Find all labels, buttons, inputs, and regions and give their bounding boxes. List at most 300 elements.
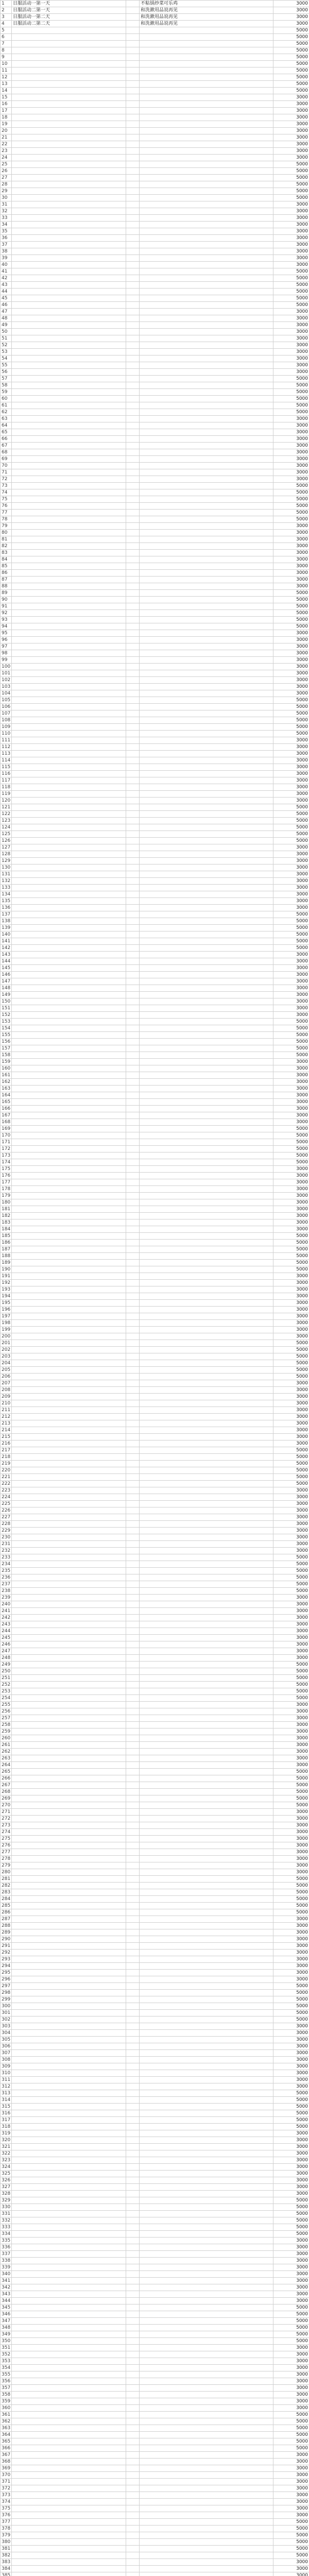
value-cell[interactable]: 3000 bbox=[273, 2171, 309, 2177]
row-number-cell[interactable]: 310 bbox=[1, 2070, 12, 2077]
name-cell[interactable] bbox=[12, 222, 126, 228]
name-cell[interactable] bbox=[12, 349, 126, 355]
row-number-cell[interactable]: 27 bbox=[1, 175, 12, 181]
name-cell[interactable] bbox=[12, 2284, 126, 2291]
value-cell[interactable]: 5000 bbox=[273, 81, 309, 88]
value-cell[interactable]: 3000 bbox=[273, 2492, 309, 2499]
row-number-cell[interactable]: 224 bbox=[1, 1494, 12, 1501]
empty-cell[interactable] bbox=[126, 2284, 140, 2291]
value-cell[interactable]: 5000 bbox=[273, 2010, 309, 2016]
row-number-cell[interactable]: 77 bbox=[1, 510, 12, 516]
empty-cell[interactable] bbox=[126, 865, 140, 871]
value-cell[interactable]: 5000 bbox=[273, 516, 309, 523]
row-number-cell[interactable]: 40 bbox=[1, 262, 12, 268]
empty-cell[interactable] bbox=[126, 1909, 140, 1916]
name-cell[interactable] bbox=[12, 1695, 126, 1702]
row-number-cell[interactable]: 246 bbox=[1, 1641, 12, 1648]
name-cell[interactable] bbox=[12, 2251, 126, 2258]
value-cell[interactable]: 3000 bbox=[273, 101, 309, 108]
empty-cell[interactable] bbox=[126, 2003, 140, 2010]
value-cell[interactable]: 5000 bbox=[273, 2304, 309, 2311]
empty-cell[interactable] bbox=[126, 818, 140, 824]
empty-cell[interactable] bbox=[126, 898, 140, 905]
name-cell[interactable] bbox=[12, 1420, 126, 1427]
empty-cell[interactable] bbox=[126, 2278, 140, 2284]
row-number-cell[interactable]: 184 bbox=[1, 1226, 12, 1233]
row-number-cell[interactable]: 210 bbox=[1, 1400, 12, 1407]
row-number-cell[interactable]: 252 bbox=[1, 1682, 12, 1688]
description-cell[interactable] bbox=[140, 1822, 273, 1829]
empty-cell[interactable] bbox=[126, 811, 140, 818]
value-cell[interactable]: 3000 bbox=[273, 21, 309, 27]
row-number-cell[interactable]: 121 bbox=[1, 804, 12, 811]
row-number-cell[interactable]: 233 bbox=[1, 1554, 12, 1561]
name-cell[interactable] bbox=[12, 764, 126, 771]
empty-cell[interactable] bbox=[126, 2150, 140, 2157]
value-cell[interactable]: 5000 bbox=[273, 2003, 309, 2010]
row-number-cell[interactable]: 30 bbox=[1, 195, 12, 201]
row-number-cell[interactable]: 238 bbox=[1, 1588, 12, 1595]
value-cell[interactable]: 5000 bbox=[273, 610, 309, 617]
value-cell[interactable]: 3000 bbox=[273, 1742, 309, 1749]
empty-cell[interactable] bbox=[126, 2191, 140, 2197]
description-cell[interactable] bbox=[140, 1360, 273, 1367]
name-cell[interactable] bbox=[12, 2459, 126, 2465]
empty-cell[interactable] bbox=[126, 1474, 140, 1481]
name-cell[interactable] bbox=[12, 617, 126, 623]
description-cell[interactable]: 和洗漱用品说再见 bbox=[140, 21, 273, 27]
empty-cell[interactable] bbox=[126, 2117, 140, 2124]
description-cell[interactable] bbox=[140, 2258, 273, 2264]
empty-cell[interactable] bbox=[126, 831, 140, 838]
value-cell[interactable]: 3000 bbox=[273, 677, 309, 684]
description-cell[interactable] bbox=[140, 2144, 273, 2150]
empty-cell[interactable] bbox=[126, 2499, 140, 2505]
description-cell[interactable] bbox=[140, 2191, 273, 2197]
row-number-cell[interactable]: 65 bbox=[1, 429, 12, 436]
name-cell[interactable] bbox=[12, 2325, 126, 2331]
description-cell[interactable] bbox=[140, 1072, 273, 1079]
row-number-cell[interactable]: 294 bbox=[1, 1963, 12, 1970]
description-cell[interactable] bbox=[140, 155, 273, 161]
empty-cell[interactable] bbox=[126, 416, 140, 422]
name-cell[interactable] bbox=[12, 1943, 126, 1950]
description-cell[interactable] bbox=[140, 784, 273, 791]
row-number-cell[interactable]: 204 bbox=[1, 1360, 12, 1367]
value-cell[interactable]: 3000 bbox=[273, 1755, 309, 1762]
value-cell[interactable]: 3000 bbox=[273, 2405, 309, 2412]
name-cell[interactable] bbox=[12, 751, 126, 757]
name-cell[interactable] bbox=[12, 101, 126, 108]
empty-cell[interactable] bbox=[126, 1266, 140, 1273]
empty-cell[interactable] bbox=[126, 2365, 140, 2371]
description-cell[interactable] bbox=[140, 824, 273, 831]
name-cell[interactable] bbox=[12, 510, 126, 516]
value-cell[interactable]: 5000 bbox=[273, 1126, 309, 1132]
empty-cell[interactable] bbox=[126, 751, 140, 757]
name-cell[interactable] bbox=[12, 798, 126, 804]
empty-cell[interactable] bbox=[126, 2512, 140, 2519]
value-cell[interactable]: 5000 bbox=[273, 396, 309, 402]
description-cell[interactable] bbox=[140, 2412, 273, 2418]
row-number-cell[interactable]: 14 bbox=[1, 88, 12, 94]
name-cell[interactable] bbox=[12, 838, 126, 844]
name-cell[interactable] bbox=[12, 262, 126, 268]
value-cell[interactable]: 3000 bbox=[273, 1869, 309, 1876]
value-cell[interactable]: 3000 bbox=[273, 643, 309, 650]
name-cell[interactable] bbox=[12, 1300, 126, 1307]
value-cell[interactable]: 3000 bbox=[273, 2358, 309, 2365]
name-cell[interactable] bbox=[12, 1990, 126, 1996]
row-number-cell[interactable]: 47 bbox=[1, 309, 12, 315]
name-cell[interactable] bbox=[12, 1320, 126, 1327]
empty-cell[interactable] bbox=[126, 1715, 140, 1722]
empty-cell[interactable] bbox=[126, 1621, 140, 1628]
description-cell[interactable] bbox=[140, 443, 273, 449]
empty-cell[interactable] bbox=[126, 2559, 140, 2566]
description-cell[interactable] bbox=[140, 1119, 273, 1126]
name-cell[interactable] bbox=[12, 1568, 126, 1574]
row-number-cell[interactable]: 262 bbox=[1, 1749, 12, 1755]
name-cell[interactable] bbox=[12, 1688, 126, 1695]
value-cell[interactable]: 5000 bbox=[273, 1032, 309, 1039]
row-number-cell[interactable]: 111 bbox=[1, 737, 12, 744]
empty-cell[interactable] bbox=[126, 1728, 140, 1735]
description-cell[interactable] bbox=[140, 1923, 273, 1929]
name-cell[interactable] bbox=[12, 925, 126, 931]
empty-cell[interactable] bbox=[126, 74, 140, 81]
value-cell[interactable]: 5000 bbox=[273, 1883, 309, 1889]
row-number-cell[interactable]: 280 bbox=[1, 1869, 12, 1876]
description-cell[interactable] bbox=[140, 2492, 273, 2499]
description-cell[interactable] bbox=[140, 41, 273, 47]
row-number-cell[interactable]: 370 bbox=[1, 2472, 12, 2479]
value-cell[interactable]: 5000 bbox=[273, 1340, 309, 1347]
name-cell[interactable] bbox=[12, 1662, 126, 1668]
description-cell[interactable] bbox=[140, 2010, 273, 2016]
empty-cell[interactable] bbox=[126, 610, 140, 617]
row-number-cell[interactable]: 333 bbox=[1, 2224, 12, 2231]
name-cell[interactable] bbox=[12, 610, 126, 617]
value-cell[interactable]: 3000 bbox=[273, 536, 309, 543]
value-cell[interactable]: 3000 bbox=[273, 1119, 309, 1126]
empty-cell[interactable] bbox=[126, 2338, 140, 2345]
value-cell[interactable]: 5000 bbox=[273, 697, 309, 704]
description-cell[interactable] bbox=[140, 1608, 273, 1615]
name-cell[interactable] bbox=[12, 952, 126, 958]
description-cell[interactable] bbox=[140, 1079, 273, 1086]
name-cell[interactable] bbox=[12, 402, 126, 409]
row-number-cell[interactable]: 199 bbox=[1, 1327, 12, 1333]
value-cell[interactable]: 3000 bbox=[273, 1206, 309, 1213]
description-cell[interactable] bbox=[140, 81, 273, 88]
empty-cell[interactable] bbox=[126, 2057, 140, 2063]
description-cell[interactable] bbox=[140, 650, 273, 657]
description-cell[interactable] bbox=[140, 1615, 273, 1621]
value-cell[interactable]: 3000 bbox=[273, 2258, 309, 2264]
description-cell[interactable] bbox=[140, 1159, 273, 1166]
empty-cell[interactable] bbox=[126, 1702, 140, 1708]
empty-cell[interactable] bbox=[126, 1273, 140, 1280]
value-cell[interactable]: 5000 bbox=[273, 1903, 309, 1909]
row-number-cell[interactable]: 161 bbox=[1, 1072, 12, 1079]
empty-cell[interactable] bbox=[126, 1883, 140, 1889]
name-cell[interactable] bbox=[12, 1226, 126, 1233]
value-cell[interactable]: 3000 bbox=[273, 764, 309, 771]
value-cell[interactable]: 5000 bbox=[273, 1588, 309, 1595]
empty-cell[interactable] bbox=[126, 1199, 140, 1206]
description-cell[interactable] bbox=[140, 1153, 273, 1159]
empty-cell[interactable] bbox=[126, 1628, 140, 1635]
row-number-cell[interactable]: 250 bbox=[1, 1668, 12, 1675]
value-cell[interactable]: 5000 bbox=[273, 2526, 309, 2532]
row-number-cell[interactable]: 26 bbox=[1, 168, 12, 175]
description-cell[interactable] bbox=[140, 851, 273, 858]
row-number-cell[interactable]: 319 bbox=[1, 2130, 12, 2137]
description-cell[interactable] bbox=[140, 302, 273, 309]
row-number-cell[interactable]: 96 bbox=[1, 637, 12, 643]
description-cell[interactable] bbox=[140, 1347, 273, 1353]
name-cell[interactable] bbox=[12, 61, 126, 67]
name-cell[interactable] bbox=[12, 2304, 126, 2311]
empty-cell[interactable] bbox=[126, 1762, 140, 1769]
row-number-cell[interactable]: 257 bbox=[1, 1715, 12, 1722]
row-number-cell[interactable]: 8 bbox=[1, 47, 12, 54]
description-cell[interactable] bbox=[140, 47, 273, 54]
empty-cell[interactable] bbox=[126, 1387, 140, 1394]
value-cell[interactable]: 5000 bbox=[273, 188, 309, 195]
description-cell[interactable] bbox=[140, 2479, 273, 2485]
empty-cell[interactable] bbox=[126, 436, 140, 443]
name-cell[interactable] bbox=[12, 945, 126, 952]
empty-cell[interactable] bbox=[126, 1360, 140, 1367]
description-cell[interactable] bbox=[140, 771, 273, 777]
name-cell[interactable] bbox=[12, 985, 126, 992]
description-cell[interactable] bbox=[140, 791, 273, 798]
row-number-cell[interactable]: 63 bbox=[1, 416, 12, 422]
row-number-cell[interactable]: 383 bbox=[1, 2559, 12, 2566]
empty-cell[interactable] bbox=[126, 2137, 140, 2144]
empty-cell[interactable] bbox=[126, 1581, 140, 1588]
name-cell[interactable] bbox=[12, 1682, 126, 1688]
name-cell[interactable] bbox=[12, 2097, 126, 2104]
value-cell[interactable]: 3000 bbox=[273, 630, 309, 637]
value-cell[interactable]: 5000 bbox=[273, 1561, 309, 1568]
empty-cell[interactable] bbox=[126, 1005, 140, 1012]
row-number-cell[interactable]: 118 bbox=[1, 784, 12, 791]
row-number-cell[interactable]: 207 bbox=[1, 1380, 12, 1387]
empty-cell[interactable] bbox=[126, 757, 140, 764]
description-cell[interactable] bbox=[140, 108, 273, 114]
value-cell[interactable]: 3000 bbox=[273, 1059, 309, 1065]
empty-cell[interactable] bbox=[126, 918, 140, 925]
empty-cell[interactable] bbox=[126, 1420, 140, 1427]
description-cell[interactable] bbox=[140, 898, 273, 905]
value-cell[interactable]: 5000 bbox=[273, 1675, 309, 1682]
row-number-cell[interactable]: 90 bbox=[1, 597, 12, 603]
value-cell[interactable]: 5000 bbox=[273, 289, 309, 295]
row-number-cell[interactable]: 51 bbox=[1, 335, 12, 342]
empty-cell[interactable] bbox=[126, 2164, 140, 2171]
empty-cell[interactable] bbox=[126, 617, 140, 623]
value-cell[interactable]: 3000 bbox=[273, 577, 309, 583]
value-cell[interactable]: 3000 bbox=[273, 2130, 309, 2137]
name-cell[interactable] bbox=[12, 2124, 126, 2130]
name-cell[interactable] bbox=[12, 1367, 126, 1374]
description-cell[interactable] bbox=[140, 248, 273, 255]
value-cell[interactable]: 3000 bbox=[273, 1186, 309, 1193]
description-cell[interactable] bbox=[140, 128, 273, 134]
empty-cell[interactable] bbox=[126, 322, 140, 329]
empty-cell[interactable] bbox=[126, 47, 140, 54]
name-cell[interactable] bbox=[12, 289, 126, 295]
description-cell[interactable] bbox=[140, 1099, 273, 1106]
value-cell[interactable]: 3000 bbox=[273, 2278, 309, 2284]
name-cell[interactable] bbox=[12, 1514, 126, 1521]
description-cell[interactable] bbox=[140, 2425, 273, 2432]
row-number-cell[interactable]: 194 bbox=[1, 1293, 12, 1300]
row-number-cell[interactable]: 384 bbox=[1, 2566, 12, 2572]
name-cell[interactable] bbox=[12, 1728, 126, 1735]
empty-cell[interactable] bbox=[126, 2472, 140, 2479]
value-cell[interactable]: 3000 bbox=[273, 2244, 309, 2251]
row-number-cell[interactable]: 139 bbox=[1, 925, 12, 931]
empty-cell[interactable] bbox=[126, 302, 140, 309]
row-number-cell[interactable]: 298 bbox=[1, 1990, 12, 1996]
row-number-cell[interactable]: 135 bbox=[1, 898, 12, 905]
description-cell[interactable] bbox=[140, 1501, 273, 1507]
description-cell[interactable] bbox=[140, 309, 273, 315]
name-cell[interactable] bbox=[12, 918, 126, 925]
value-cell[interactable]: 3000 bbox=[273, 2050, 309, 2057]
empty-cell[interactable] bbox=[126, 1903, 140, 1909]
name-cell[interactable] bbox=[12, 416, 126, 422]
name-cell[interactable] bbox=[12, 643, 126, 650]
row-number-cell[interactable]: 83 bbox=[1, 550, 12, 556]
description-cell[interactable] bbox=[140, 590, 273, 597]
name-cell[interactable] bbox=[12, 1635, 126, 1641]
description-cell[interactable] bbox=[140, 556, 273, 563]
empty-cell[interactable] bbox=[126, 315, 140, 322]
description-cell[interactable] bbox=[140, 1407, 273, 1414]
empty-cell[interactable] bbox=[126, 2418, 140, 2425]
value-cell[interactable]: 3000 bbox=[273, 1862, 309, 1869]
row-number-cell[interactable]: 216 bbox=[1, 1440, 12, 1447]
row-number-cell[interactable]: 92 bbox=[1, 610, 12, 617]
description-cell[interactable] bbox=[140, 2378, 273, 2385]
value-cell[interactable]: 3000 bbox=[273, 2057, 309, 2063]
value-cell[interactable]: 3000 bbox=[273, 463, 309, 469]
empty-cell[interactable] bbox=[126, 1092, 140, 1099]
name-cell[interactable] bbox=[12, 724, 126, 731]
empty-cell[interactable] bbox=[126, 650, 140, 657]
description-cell[interactable] bbox=[140, 429, 273, 436]
empty-cell[interactable] bbox=[126, 583, 140, 590]
value-cell[interactable]: 5000 bbox=[273, 617, 309, 623]
row-number-cell[interactable]: 134 bbox=[1, 891, 12, 898]
name-cell[interactable] bbox=[12, 771, 126, 777]
description-cell[interactable] bbox=[140, 1996, 273, 2003]
value-cell[interactable]: 5000 bbox=[273, 731, 309, 737]
description-cell[interactable] bbox=[140, 188, 273, 195]
description-cell[interactable] bbox=[140, 289, 273, 295]
name-cell[interactable] bbox=[12, 94, 126, 101]
row-number-cell[interactable]: 364 bbox=[1, 2432, 12, 2438]
name-cell[interactable] bbox=[12, 2418, 126, 2425]
row-number-cell[interactable]: 344 bbox=[1, 2298, 12, 2304]
value-cell[interactable]: 3000 bbox=[273, 201, 309, 208]
name-cell[interactable] bbox=[12, 623, 126, 630]
name-cell[interactable] bbox=[12, 369, 126, 376]
empty-cell[interactable] bbox=[126, 61, 140, 67]
value-cell[interactable]: 5000 bbox=[273, 2104, 309, 2110]
empty-cell[interactable] bbox=[126, 838, 140, 844]
name-cell[interactable] bbox=[12, 1929, 126, 1936]
description-cell[interactable] bbox=[140, 2311, 273, 2318]
value-cell[interactable]: 3000 bbox=[273, 965, 309, 972]
description-cell[interactable] bbox=[140, 1956, 273, 1963]
empty-cell[interactable] bbox=[126, 2385, 140, 2392]
row-number-cell[interactable]: 86 bbox=[1, 570, 12, 577]
name-cell[interactable] bbox=[12, 2405, 126, 2412]
description-cell[interactable] bbox=[140, 2124, 273, 2130]
description-cell[interactable] bbox=[140, 583, 273, 590]
empty-cell[interactable] bbox=[126, 1514, 140, 1521]
empty-cell[interactable] bbox=[126, 1280, 140, 1286]
description-cell[interactable] bbox=[140, 2298, 273, 2304]
description-cell[interactable] bbox=[140, 2224, 273, 2231]
row-number-cell[interactable]: 303 bbox=[1, 2023, 12, 2030]
name-cell[interactable] bbox=[12, 134, 126, 141]
value-cell[interactable]: 3000 bbox=[273, 2566, 309, 2572]
name-cell[interactable] bbox=[12, 1641, 126, 1648]
empty-cell[interactable] bbox=[126, 2083, 140, 2090]
description-cell[interactable] bbox=[140, 1059, 273, 1065]
name-cell[interactable] bbox=[12, 2539, 126, 2546]
row-number-cell[interactable]: 153 bbox=[1, 1019, 12, 1025]
empty-cell[interactable] bbox=[126, 777, 140, 784]
description-cell[interactable] bbox=[140, 1876, 273, 1883]
row-number-cell[interactable]: 196 bbox=[1, 1307, 12, 1313]
description-cell[interactable] bbox=[140, 2405, 273, 2412]
value-cell[interactable]: 3000 bbox=[273, 1929, 309, 1936]
value-cell[interactable]: 3000 bbox=[273, 228, 309, 235]
name-cell[interactable] bbox=[12, 516, 126, 523]
row-number-cell[interactable]: 171 bbox=[1, 1139, 12, 1146]
row-number-cell[interactable]: 100 bbox=[1, 664, 12, 670]
value-cell[interactable]: 3000 bbox=[273, 2559, 309, 2566]
empty-cell[interactable] bbox=[126, 2358, 140, 2365]
empty-cell[interactable] bbox=[126, 2291, 140, 2298]
name-cell[interactable] bbox=[12, 2023, 126, 2030]
name-cell[interactable] bbox=[12, 1327, 126, 1333]
name-cell[interactable] bbox=[12, 2492, 126, 2499]
description-cell[interactable] bbox=[140, 1199, 273, 1206]
description-cell[interactable] bbox=[140, 657, 273, 664]
empty-cell[interactable] bbox=[126, 1461, 140, 1467]
value-cell[interactable]: 3000 bbox=[273, 543, 309, 550]
row-number-cell[interactable]: 323 bbox=[1, 2157, 12, 2164]
description-cell[interactable] bbox=[140, 563, 273, 570]
empty-cell[interactable] bbox=[126, 1936, 140, 1943]
value-cell[interactable]: 5000 bbox=[273, 1360, 309, 1367]
row-number-cell[interactable]: 165 bbox=[1, 1099, 12, 1106]
empty-cell[interactable] bbox=[126, 235, 140, 242]
empty-cell[interactable] bbox=[126, 469, 140, 476]
row-number-cell[interactable]: 72 bbox=[1, 476, 12, 483]
empty-cell[interactable] bbox=[126, 2258, 140, 2264]
row-number-cell[interactable]: 64 bbox=[1, 422, 12, 429]
